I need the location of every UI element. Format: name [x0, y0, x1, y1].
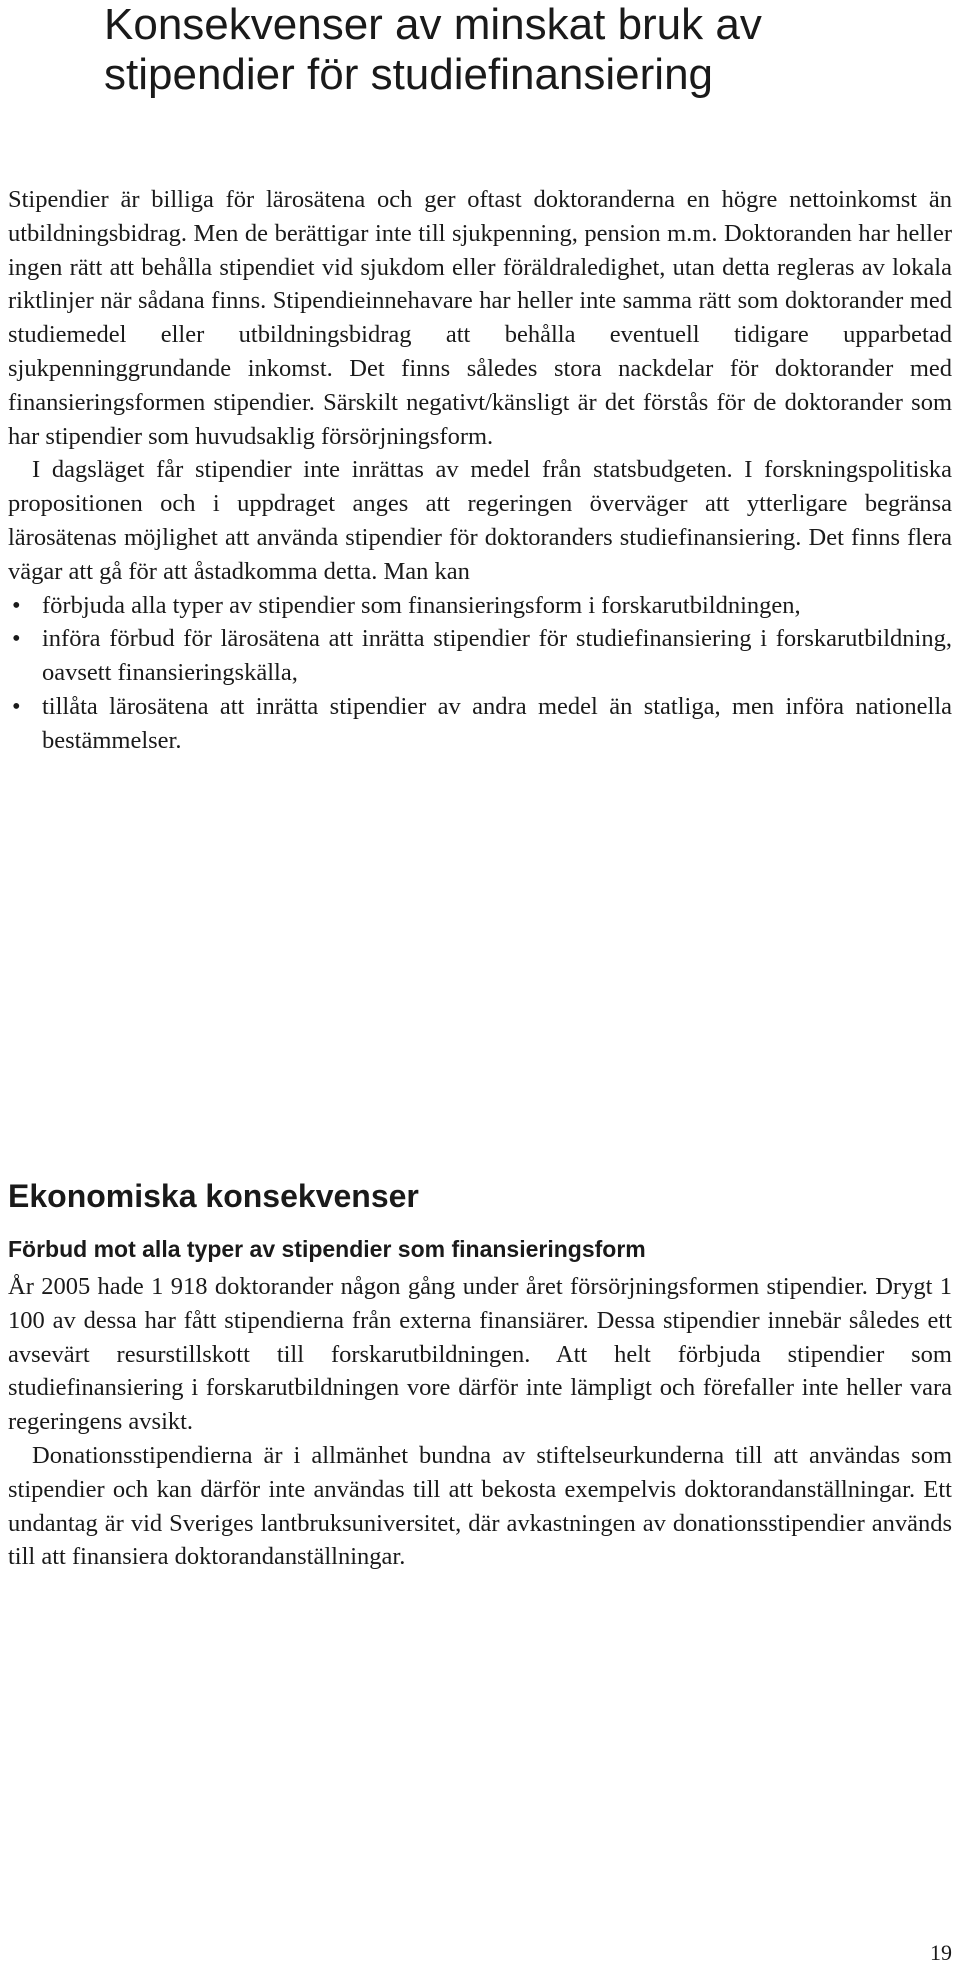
economics-paragraph-1: År 2005 hade 1 918 doktorander någon gång under året försörjningsformen stipendier. Drygt 1 100 av dessa har fått stipendierna från externa finansiärer. Dessa stipendier innebär således ett avsevärt resurstillskott till forskarutbildningen. Att helt förbjuda stipendier som studiefinansiering i forskarutbildningen vore därför inte lämpligt och förefaller inte heller vara regeringens avsikt.: [8, 1273, 952, 1436]
page-title: Konsekvenser av minskat bruk av stipendier för studiefinansiering: [104, 0, 762, 99]
intro-paragraph-2: I dagsläget får stipendier inte inrättas av medel från statsbudgeten. I forskningspolitiska propositionen och i uppdraget anges att regeringen överväger att ytterligare begränsa lärosätenas möjlighet att använda stipendier för doktoranders studiefinansiering. Det finns flera vägar att gå för att åstadkomma detta. Man kan: [8, 456, 952, 585]
section-heading: Ekonomiska konsekvenser: [8, 1178, 419, 1214]
intro-section: [8, 183, 952, 758]
economics-section: [8, 1270, 952, 1574]
list-item: • införa förbud för lärosätena att inrätta stipendier för studiefinansiering i forskarutbildning, oavsett finansieringskälla,: [8, 622, 952, 690]
list-item: • förbjuda alla typer av stipendier som finansieringsform i forskarutbildningen,: [8, 589, 952, 623]
economics-paragraph-2: Donationsstipendierna är i allmänhet bundna av stiftelseurkunderna till att användas som stipendier och kan därför inte användas till att bekosta exempelvis doktorandanställningar. Ett undantag är vid Sveriges lantbruksuniversitet, där avkastningen av donationsstipendier används till att finansiera doktorandanställningar.: [8, 1441, 952, 1571]
section-subheading: Förbud mot alla typer av stipendier som finansieringsform: [8, 1236, 646, 1262]
options-list: [8, 589, 952, 758]
list-item: • tillåta lärosätena att inrätta stipendier av andra medel än statliga, men införa nationella bestämmelser.: [8, 690, 952, 758]
page-number: 19: [930, 1940, 952, 1965]
intro-paragraph-1: Stipendier är billiga för lärosätena och ger oftast doktoranderna en högre nettoinkomst än utbildningsbidrag. Men de berättigar inte till sjukpenning, pension m.m. Doktoranden har heller ingen rätt att behålla stipendiet vid sjukdom eller föräldraledighet, utan detta regleras av lokala riktlinjer när sådana finns. Stipendieinnehavare har heller inte samma rätt som doktorander med studiemedel eller utbildningsbidrag att behålla eventuell tidigare upparbetad sjukpenninggrundande inkomst. Det finns således stora nackdelar för doktorander med finansieringsformen stipendier. Särskilt negativt/känsligt är det förstås för de doktorander som har stipendier som huvudsaklig försörjningsform.: [8, 186, 952, 450]
